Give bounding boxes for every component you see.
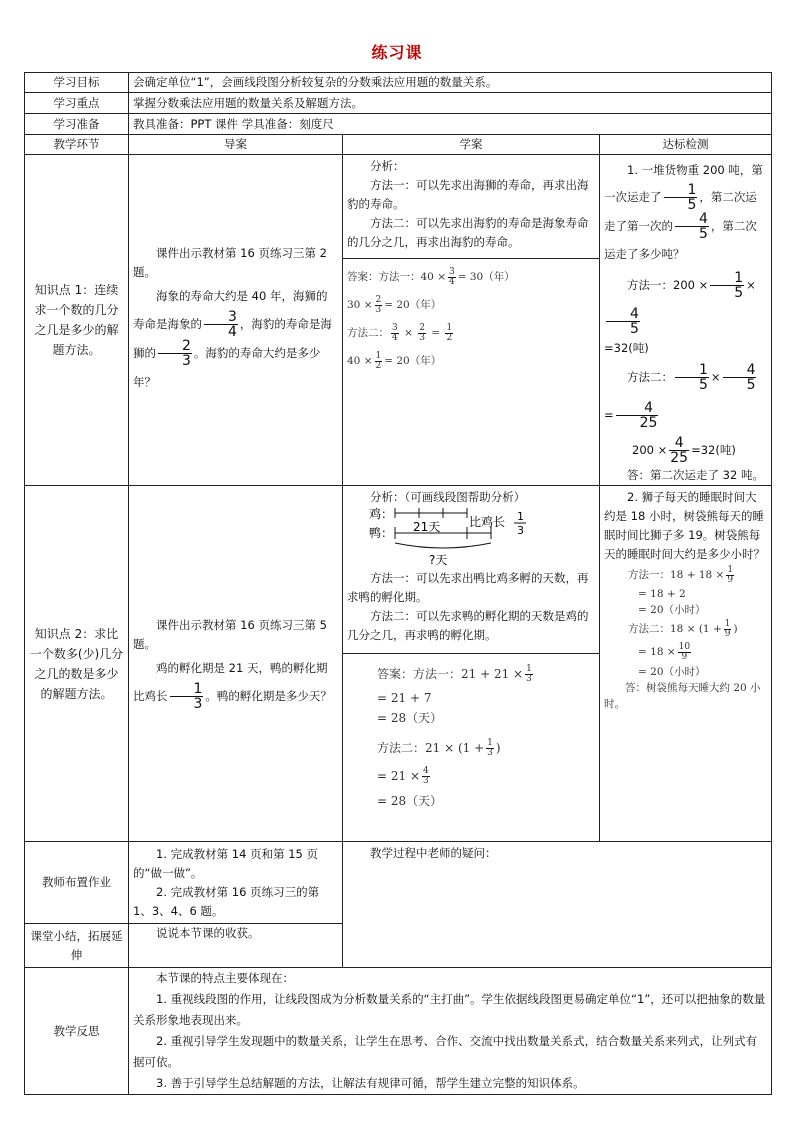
k1-test (600, 155, 772, 486)
k1-divider (343, 258, 599, 259)
diagram-question: ?天 (429, 553, 448, 567)
diagram-longer: 比鸡长 (469, 515, 506, 529)
k1-label: 知识点 1：连续求一个数的几分之几是多少的解题方法。 (34, 283, 119, 357)
k2-ans-3: = 28（天） (377, 711, 443, 725)
row-k1 (25, 155, 772, 486)
focus-label: 学习重点 (25, 93, 129, 114)
k2-guide-problem: 鸡的孵化期是 21 天，鸭的孵化期比鸡长 $\frac{1}{3}$ 。鸭的孵化期是多少天？ (133, 661, 332, 712)
homework-item-2: 2. 完成教材第 16 页练习三的第 1、3、4、6 题。 (133, 884, 320, 918)
row-prep (25, 114, 772, 135)
k2-test (600, 486, 772, 842)
k2-test-answer-block: 方法一：18 + 18 × $\frac{1}{9}$ = 18 + 2 = 20（小时） 方法二：18 × (1 + $\frac{1}{9}$ ) = 18 × $\frac{10}{9}$ = 20（小时） (628, 564, 767, 680)
diagram-duck-label: 鸭： (369, 526, 394, 540)
k2-ans-1: 答案：方法一：21 + 21 × (377, 666, 524, 681)
fraction-3-4: $\frac{3}{4}$ (204, 310, 238, 339)
row-goal (25, 73, 772, 93)
row-focus (25, 93, 772, 114)
reflection-point-3: 3. 善于引导学生总结解题的方法，让解法有规律可循，帮学生建立完整的知识体系。 (156, 1076, 585, 1090)
col-stage: 教学环节 (25, 135, 129, 155)
k2-label-cell (25, 486, 129, 842)
k2-ans-4r: ) (495, 740, 501, 755)
teacher-questions-cell (343, 842, 772, 968)
k1-test-b: ，第二次运走了第一次的 (604, 190, 757, 233)
k2-ans-5: = 21 × (377, 768, 421, 783)
k1-test-answer: 答：第二次运走了 32 吨。 (627, 468, 764, 482)
k2-test-problem: 2. 狮子每天的睡眠时间大约是 18 小时，树袋熊每天的睡眠时间比狮子多 19。树袋熊每天的睡眠时间大约是多少小时？ (604, 490, 765, 561)
segment-diagram (369, 507, 569, 569)
k1-test-m2: 方法二： (627, 370, 673, 384)
prep-label: 学习准备 (25, 114, 129, 135)
k1-study (343, 155, 600, 486)
column-headers (25, 135, 772, 155)
k1-method1: 方法一：可以先求出海狮的寿命，再求出海豹的寿命。 (347, 178, 589, 211)
row-homework (25, 842, 772, 924)
k2-guide-text-a: 鸡的孵化期是 21 天，鸭的孵化期比鸡长 (133, 661, 328, 703)
k1-analysis-title: 分析： (370, 159, 405, 173)
k2-analysis-title: 分析：（可画线段图帮助分析） (370, 490, 526, 504)
page-title: 练习课 (371, 43, 423, 62)
k1-ans-4: 40 × (347, 354, 373, 367)
prep-text: 教具准备：PPT 课件 学具准备：刻度尺 (129, 114, 772, 135)
goal-text: 会确定单位“1”，会画线段图分析较复杂的分数乘法应用题的数量关系。 (129, 73, 772, 93)
summary-content (129, 924, 343, 968)
k2-test-step3: = 18 × (638, 645, 676, 658)
k2-test-step4: = 20（小时） (638, 666, 706, 678)
k1-test-method2: 方法二： $\frac{1}{5}$ × $\frac{4}{5}$ = $\frac{4}{25}$ (604, 362, 756, 431)
row-k2 (25, 486, 772, 842)
diagram-chicken-label: 鸡： (369, 507, 394, 521)
k1-test-result1: =32(吨) (604, 341, 649, 355)
k2-guide (129, 486, 343, 842)
k1-ans-2r: = 20（年） (384, 298, 442, 311)
fraction-2-3: $\frac{2}{3}$ (158, 339, 192, 368)
k1-guide-problem (133, 282, 338, 396)
k2-ans-4: 方法二：21 × (1 + (377, 740, 485, 755)
reflection-content (129, 968, 772, 1095)
k2-test-m2: 方法二：18 × (1 + (628, 622, 722, 635)
k1-ans-4r: = 20（年） (384, 354, 442, 367)
k1-test-m1: 方法一：200 × (627, 278, 709, 292)
k1-guide (129, 155, 343, 486)
k2-test-m1: 方法一：18 + 18 × (628, 568, 725, 581)
diagram-21-days: 21天 (413, 520, 441, 534)
k1-test-calc: 200 × $\frac{4}{25}$ =32(吨) (632, 435, 736, 466)
k1-ans-1r: = 30（年） (457, 270, 515, 283)
k1-test-calc-b: =32(吨) (691, 443, 736, 457)
k1-guide-intro: 课件出示教材第 16 页练习三第 2 题。 (133, 246, 327, 279)
k1-ans-2: 30 × (347, 298, 373, 311)
k2-guide-intro: 课件出示教材第 16 页练习三第 5 题。 (133, 618, 327, 651)
k2-study (343, 486, 600, 842)
k1-test-c: ，第二次运走了多少吨？ (604, 219, 757, 261)
k1-test-calc-a: 200 × (632, 443, 668, 457)
diagram-fraction-den: 3 (517, 524, 524, 537)
teacher-questions: 教学过程中老师的疑问： (370, 846, 497, 860)
reflection-point-1: 1. 重视线段图的作用，让线段图成为分析数量关系的“主打曲”。学生依据线段图更易确定单位“1”，还可以把抽象的数量关系形象地表现出来。 (133, 992, 766, 1027)
k1-guide-text-b: ，海豹的寿命是海狮的 (133, 317, 332, 360)
k1-test-a: 1. 一堆货物重 200 吨，第一次运走了 (604, 163, 763, 204)
k1-label-cell (25, 155, 129, 486)
k2-guide-text-b: 。鸭的孵化期是多少天？ (205, 689, 332, 703)
k2-divider (343, 653, 599, 654)
k1-ans-1: 答案：方法一：40 × (347, 270, 446, 283)
diagram-brace (395, 543, 491, 548)
reflection-point-2: 2. 重视引导学生发现题中的数量关系，让学生在思考、合作、交流中找出数量关系式，结合数量关系来列式，让列式有据可依。 (133, 1034, 758, 1069)
k1-guide-text-c: 。海豹的寿命大约是多少年？ (133, 346, 321, 389)
summary-text: 说说本节课的收获。 (156, 926, 260, 940)
k2-test-step2: = 20（小时） (638, 604, 706, 616)
k1-method2: 方法二：可以先求出海豹的寿命是海象寿命的几分之几，再求出海豹的寿命。 (347, 216, 589, 249)
k2-label: 知识点 2：求比一个数多(少)几分之几的数是多少的解题方法。 (29, 626, 124, 701)
col-study: 学案 (343, 135, 600, 155)
diagram-fraction-num: 1 (517, 510, 524, 523)
k2-test-m2r: ) (733, 622, 738, 635)
k2-ans-6: = 28（天） (377, 794, 443, 808)
col-guide: 导案 (129, 135, 343, 155)
k1-ans-3: 方法二： (347, 326, 389, 339)
k1-guide-text-a: 海象的寿命大约是 40 年，海狮的寿命是海象的 (133, 289, 328, 331)
lesson-table (24, 72, 772, 1095)
homework-label: 教师布置作业 (25, 842, 129, 924)
k1-answer: 答案：方法一：40 × $\frac{3}{4}$ = 30（年） 30 × $\frac{2}{3}$ = 20（年） 方法二： $\frac{3}{4}$ × $\frac{2}{3}$ = $\frac{1}{2}$ 40 × $\frac{1}{2}$ = 20（年） (347, 266, 515, 371)
k2-ans-2: = 21 + 7 (377, 691, 432, 705)
homework-content (129, 842, 343, 924)
row-reflection (25, 968, 772, 1095)
k1-test-problem: 1. 一堆货物重 200 吨，第一次运走了 $\frac{1}{5}$ ，第二次运走了第一次的 $\frac{4}{5}$ ，第二次运走了多少吨？ (604, 163, 763, 261)
k2-test-answer: 答：树袋熊每天睡大约 20 小时。 (604, 682, 761, 710)
summary-label: 课堂小结，拓展延伸 (25, 924, 129, 968)
k2-answer: 答案：方法一：21 + 21 × $\frac{1}{3}$ = 21 + 7 = 28（天） 方法二：21 × (1 + $\frac{1}{3}$ ) = 21 × $\frac{4}{3}$ = 28（天） (347, 660, 595, 812)
k2-test-step1: = 18 + 2 (638, 588, 686, 600)
goal-label: 学习目标 (25, 73, 129, 93)
reflection-label: 教学反思 (25, 968, 129, 1095)
homework-item-1: 1. 完成教材第 14 页和第 15 页的“做一做”。 (133, 846, 319, 880)
k2-method2: 方法二：可以先求鸭的孵化期的天数是鸡的几分之几，再求鸭的孵化期。 (347, 609, 589, 642)
k2-method1: 方法一：可以先求出鸭比鸡多孵的天数，再求鸭的孵化期。 (347, 571, 589, 604)
reflection-intro: 本节课的特点主要体现在： (156, 971, 294, 985)
k1-test-method1: 方法一：200 × $\frac{1}{5}$ × $\frac{4}{5}$ (604, 267, 767, 339)
col-test: 达标检测 (600, 135, 772, 155)
focus-text: 掌握分数乘法应用题的数量关系及解题方法。 (129, 93, 772, 114)
